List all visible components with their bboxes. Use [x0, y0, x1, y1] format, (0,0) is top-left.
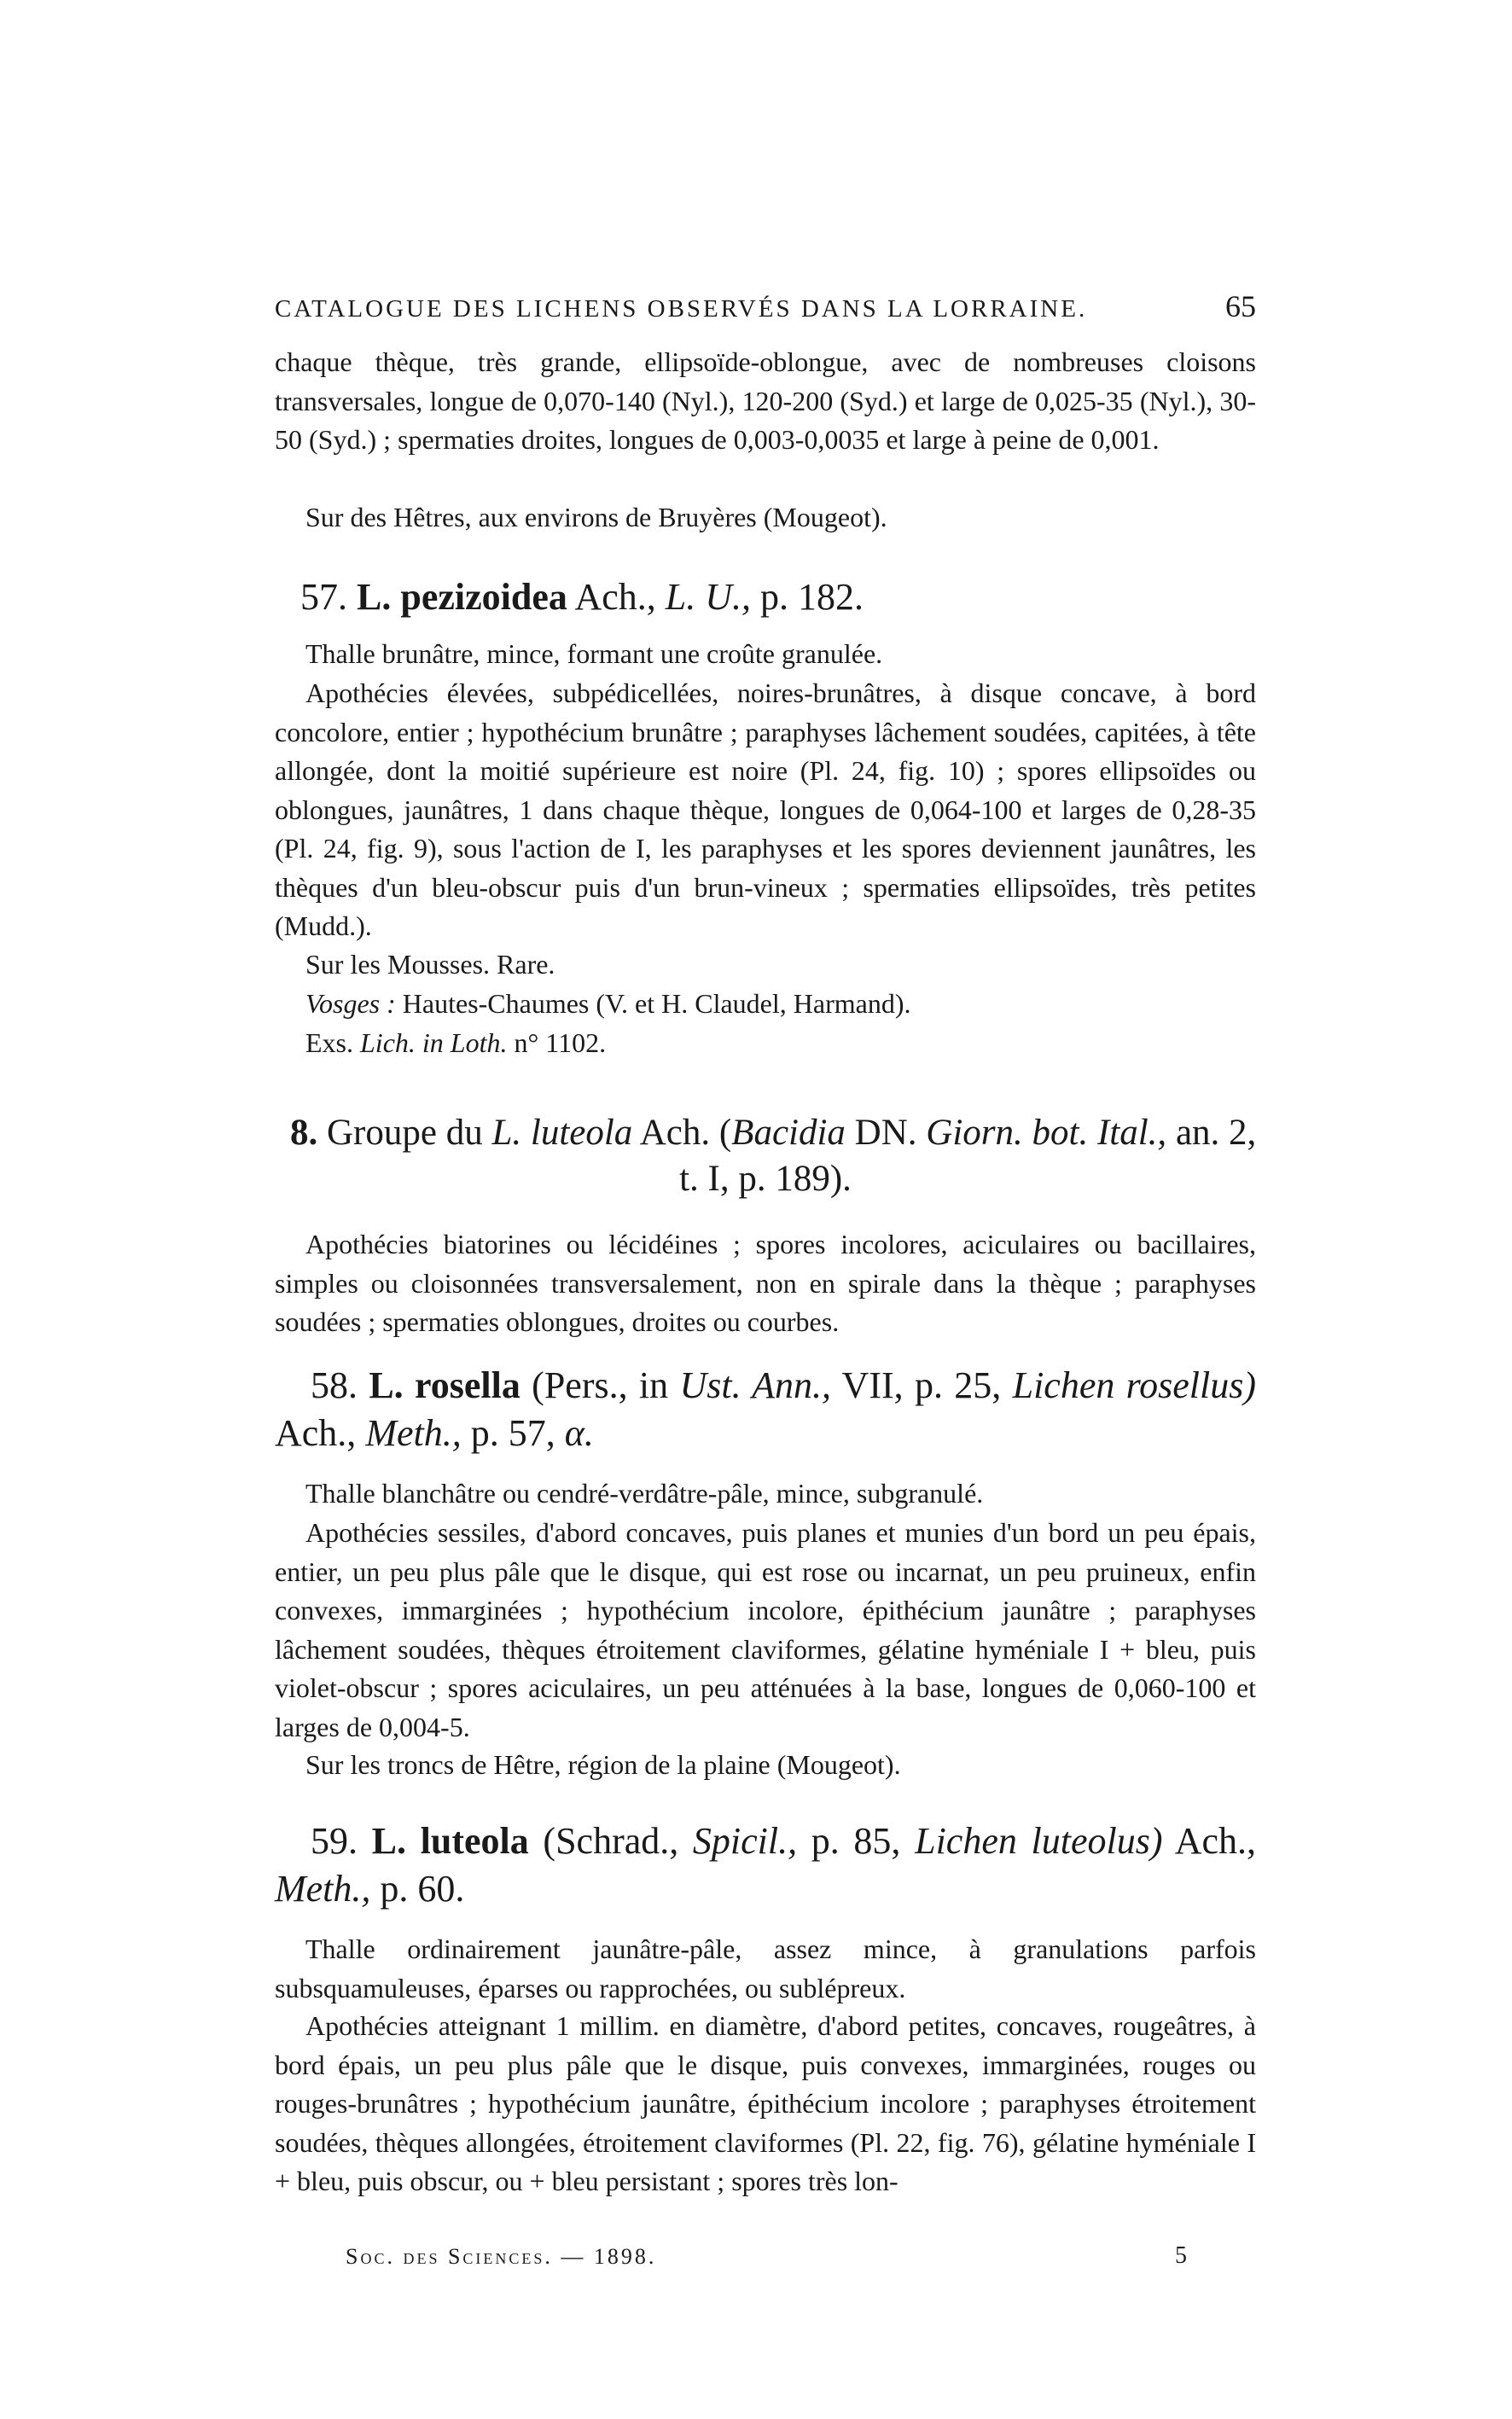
- species-citation: (Pers., in: [532, 1364, 669, 1406]
- exs-number: n° 1102.: [514, 1027, 607, 1058]
- species-author: Ach.,: [1174, 1820, 1257, 1862]
- exs-label: Exs.: [305, 1027, 353, 1058]
- species-name: L. rosella: [369, 1364, 520, 1406]
- species-reference: Lichen luteolus): [915, 1820, 1163, 1862]
- species-59-thalle: Thalle ordinairement jaunâtre-pâle, assez mince, à granulations parfois subsquamuleuses, éparses ou rapprochées, ou sublépreux.: [275, 1933, 1256, 2003]
- species-57-thalle: Thalle brunâtre, mince, formant une croûte granulée.: [305, 638, 883, 669]
- footer-signature-mark: 5: [1175, 2242, 1187, 2269]
- group-8-heading-line2: t. I, p. 189).: [679, 1159, 852, 1199]
- species-59-apothecies: Apothécies atteignant 1 millim. en diamètre, d'abord petites, concaves, rougeâtres, à bord épais, un peu plus pâle que le disque, puis convexes, immarginées, rouges ou rouges-brunâtres ; hypothécium jaunâtre, épithécium incolore ; paraphyses étroitement soudées, thèques allongées, étroitement claviformes (Pl. 22, fig. 76), gélatine hyméniale I + bleu, puis obscur, ou + bleu persistant ; spores très lon-: [275, 2010, 1256, 2196]
- intro-paragraph: chaque thèque, très grande, ellipsoïde-oblongue, avec de nombreuses cloisons transversales, longue de 0,070-140 (Nyl.), 120-200 (Syd.) et large de 0,025-35 (Nyl.), 30-50 (Syd.) ; spermaties droites, longues de 0,003-0,0035 et large à peine de 0,001.: [275, 346, 1256, 455]
- species-page: p. 182.: [760, 576, 864, 618]
- group-8-description: Apothécies biatorines ou lécidéines ; spores incolores, aciculaires ou bacillaires, simples ou cloisonnées transversalement, non en spirale dans la thèque ; paraphyses soudées ; spermaties oblongues, droites ou courbes.: [275, 1229, 1256, 1337]
- header-title: CATALOGUE DES LICHENS OBSERVÉS DANS LA LORRAINE.: [275, 295, 1088, 323]
- group-text: an. 2,: [1175, 1113, 1257, 1153]
- species-57-exsiccata: [275, 1024, 1256, 1063]
- species-citation: p. 85,: [811, 1820, 901, 1862]
- species-number: 59.: [311, 1820, 358, 1862]
- exs-reference: Lich. in Loth.: [360, 1027, 508, 1058]
- species-author: Ach.,: [574, 576, 656, 618]
- species-citation: (Schrad.,: [543, 1820, 679, 1862]
- species-name: L. luteola: [371, 1820, 529, 1862]
- footer-signature-line: Soc. des Sciences. — 1898.: [346, 2244, 657, 2269]
- species-name: L. pezizoidea: [357, 576, 567, 618]
- species-page: p. 60.: [380, 1868, 465, 1910]
- species-variety: α.: [564, 1412, 594, 1454]
- species-reference: Meth.,: [275, 1868, 371, 1910]
- species-page: p. 57,: [470, 1412, 555, 1454]
- intro-habitat: Sur des Hêtres, aux environs de Bruyères (Mougeot).: [305, 502, 887, 532]
- species-57-apothecies: Apothécies élevées, subpédicellées, noires-brunâtres, à disque concave, à bord concolore, entier ; hypothécium brunâtre ; paraphyses lâchement soudées, capitées, à tête allongée, dont la moitié supérieure est noire (Pl. 24, fig. 10) ; spores ellipsoïdes ou oblongues, jaunâtres, 1 dans chaque thèque, longues de 0,064-100 et larges de 0,28-35 (Pl. 24, fig. 9), sous l'action de I, les paraphyses et les spores deviennent jaunâtres, les thèques d'un bleu-obscur puis d'un brun-vineux ; spermaties ellipsoïdes, très petites (Mudd.).: [275, 677, 1256, 941]
- species-58-thalle: Thalle blanchâtre ou cendré-verdâtre-pâle, mince, subgranulé.: [305, 1478, 984, 1509]
- group-genus: Bacidia: [731, 1113, 846, 1153]
- species-58-apothecies: Apothécies sessiles, d'abord concaves, puis planes et munies d'un bord un peu épais, entier, un peu plus pâle que le disque, qui est rose ou incarnat, un peu pruineux, enfin convexes, immarginées ; hypothécium incolore, épithécium jaunâtre ; paraphyses lâchement soudées, thèques étroitement claviformes, gélatine hyméniale I + bleu, puis violet-obscur ; spores aciculaires, un peu atténuées à la base, longues de 0,060-100 et larges de 0,004-5.: [275, 1517, 1256, 1742]
- group-text: DN.: [854, 1113, 917, 1153]
- vosges-localities: Hautes-Chaumes (V. et H. Claudel, Harmand).: [402, 988, 911, 1019]
- species-number: 58.: [311, 1364, 358, 1406]
- species-58-heading: [275, 1362, 1256, 1457]
- species-58-habitat: Sur les troncs de Hêtre, région de la plaine (Mougeot).: [305, 1749, 901, 1780]
- group-text: Ach. (: [639, 1113, 732, 1153]
- species-reference: Meth.,: [365, 1412, 462, 1454]
- species-reference: Spicil.,: [692, 1820, 798, 1862]
- group-journal: Giorn. bot. Ital.,: [926, 1113, 1167, 1153]
- vosges-label: Vosges :: [305, 988, 396, 1019]
- species-author: Ach.,: [275, 1412, 357, 1454]
- species-reference: Lichen rosellus): [1012, 1364, 1257, 1406]
- species-57-habitat: Sur les Mousses. Rare.: [305, 949, 555, 980]
- species-57-heading: [300, 573, 864, 621]
- group-text: Groupe du: [327, 1113, 483, 1153]
- species-reference: Ust. Ann.,: [679, 1364, 832, 1406]
- species-57-vosges: [275, 985, 1256, 1024]
- species-citation: VII, p. 25,: [841, 1364, 1002, 1406]
- page-number: 65: [1225, 289, 1256, 323]
- group-8-heading: [290, 1109, 1257, 1157]
- group-number: 8.: [290, 1113, 318, 1153]
- species-reference: L. U.,: [665, 576, 751, 618]
- group-name: L. luteola: [491, 1113, 633, 1153]
- species-number: 57.: [300, 576, 347, 618]
- species-59-heading: [275, 1817, 1256, 1913]
- running-header: [275, 288, 1256, 331]
